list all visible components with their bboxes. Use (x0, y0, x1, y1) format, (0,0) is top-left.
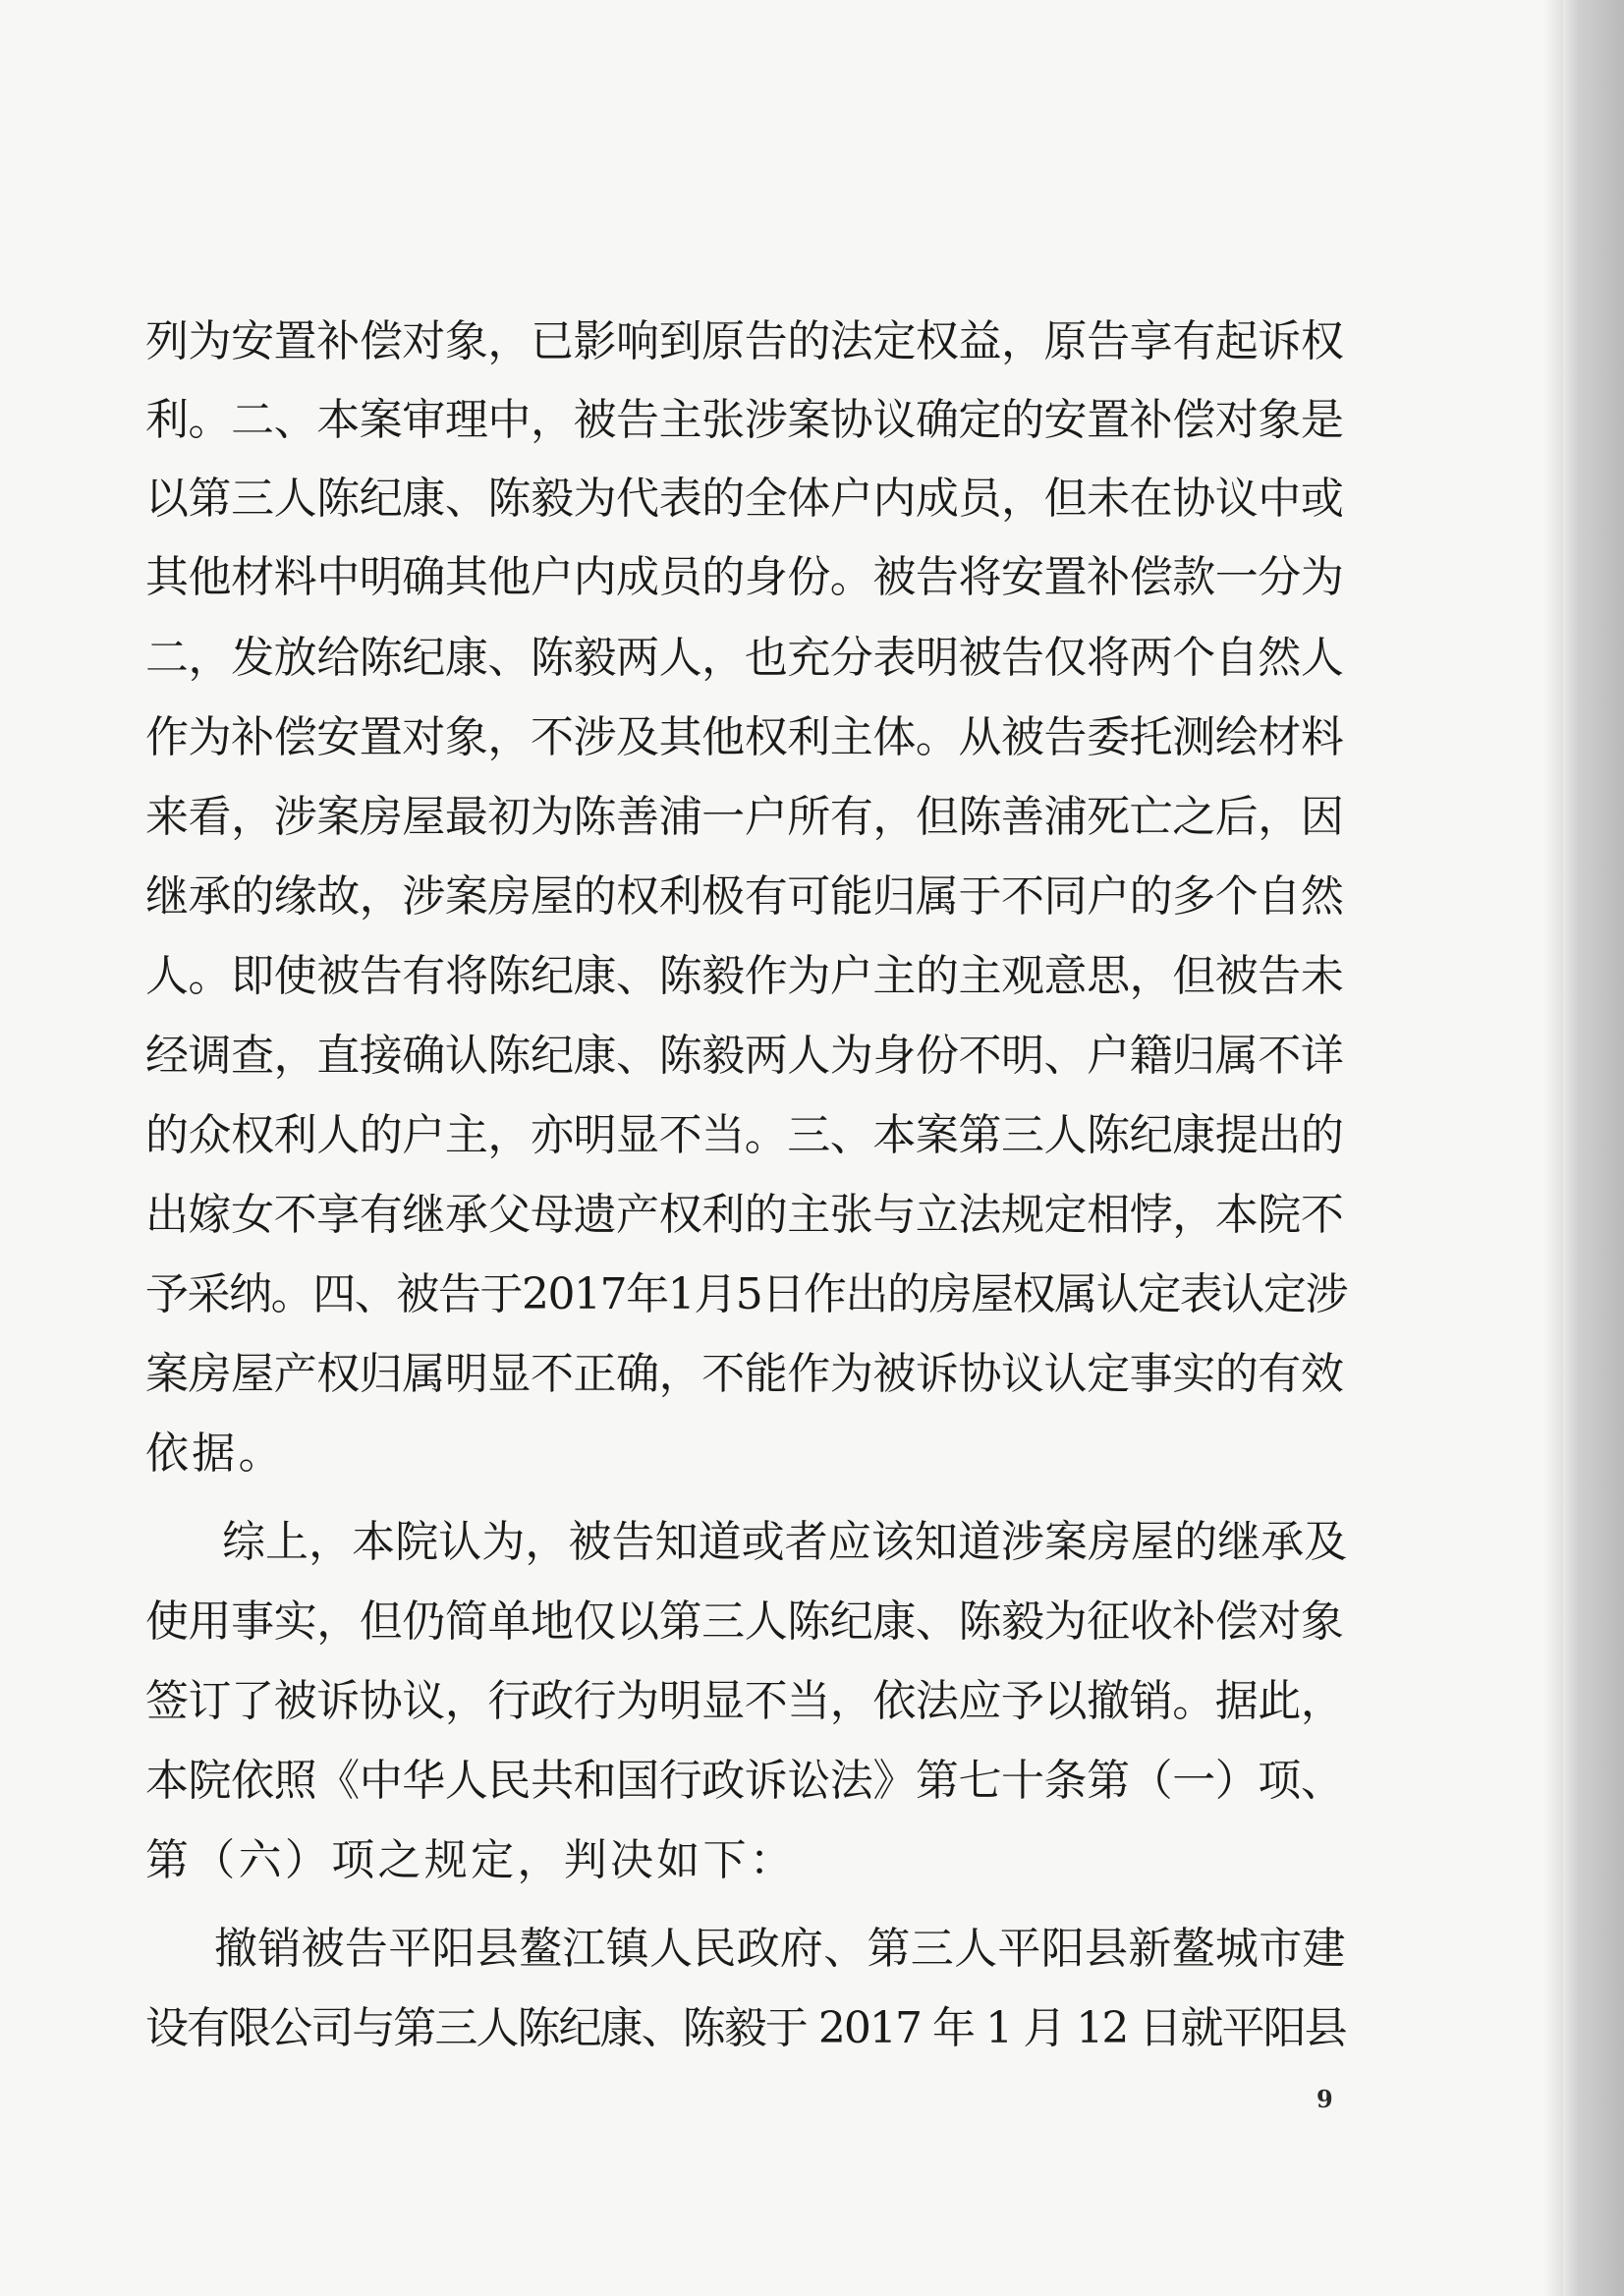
text-line: 设有限公司与第三人陈纪康、陈毅于 2017 年 1 月 12 日就平阳县 (145, 2003, 1346, 2053)
text-line: 二，发放给陈纪康、陈毅两人，也充分表明被告仅将两个自然人 (145, 633, 1344, 683)
scan-edge-shadow (1563, 0, 1624, 2296)
text-line: 出嫁女不享有继承父母遗产权利的主张与立法规定相悖，本院不 (145, 1190, 1344, 1240)
text-line: 作为补偿安置对象，不涉及其他权利主体。从被告委托测绘材料 (145, 712, 1344, 762)
text-line: 案房屋产权归属明显不正确，不能作为被诉协议认定事实的有效 (145, 1349, 1344, 1399)
text-line: 其他材料中明确其他户内成员的身份。被告将安置补偿款一分为 (145, 552, 1344, 602)
text-line: 本院依照《中华人民共和国行政诉讼法》第七十条第（一）项、 (145, 1756, 1344, 1806)
text-line: 人。即使被告有将陈纪康、陈毅作为户主的主观意思，但被告未 (145, 951, 1344, 1001)
text-line: 来看，涉案房屋最初为陈善浦一户所有，但陈善浦死亡之后，因 (145, 792, 1344, 842)
text-line: 依据。 (145, 1428, 285, 1479)
text-line: 综上，本院认为，被告知道或者应该知道涉案房屋的继承及 (222, 1517, 1348, 1567)
text-line: 使用事实，但仍简单地仅以第三人陈纪康、陈毅为征收补偿对象 (145, 1596, 1344, 1647)
text-line: 以第三人陈纪康、陈毅为代表的全体户内成员，但未在协议中或 (145, 474, 1344, 524)
text-line: 经调查，直接确认陈纪康、陈毅两人为身份不明、户籍归属不详 (145, 1031, 1344, 1081)
text-line: 签订了被诉协议，行政行为明显不当，依法应予以撤销。据此， (145, 1676, 1344, 1726)
text-line: 撤销被告平阳县鳌江镇人民政府、第三人平阳县新鳌城市建 (214, 1924, 1346, 1974)
text-line: 第（六）项之规定，判决如下： (145, 1835, 797, 1885)
page-edge (1543, 0, 1563, 2296)
text-line: 利。二、本案审理中，被告主张涉案协议确定的安置补偿对象是 (145, 395, 1344, 445)
page-number: 9 (1316, 2085, 1333, 2113)
text-line: 予采纳。四、被告于2017年1月5日作出的房屋权属认定表认定涉 (145, 1269, 1348, 1319)
text-line: 的众权利人的户主，亦明显不当。三、本案第三人陈纪康提出的 (145, 1110, 1344, 1160)
text-line: 继承的缘故，涉案房屋的权利极有可能归属于不同户的多个自然 (145, 871, 1344, 922)
text-line: 列为安置补偿对象，已影响到原告的法定权益，原告享有起诉权 (145, 316, 1344, 366)
